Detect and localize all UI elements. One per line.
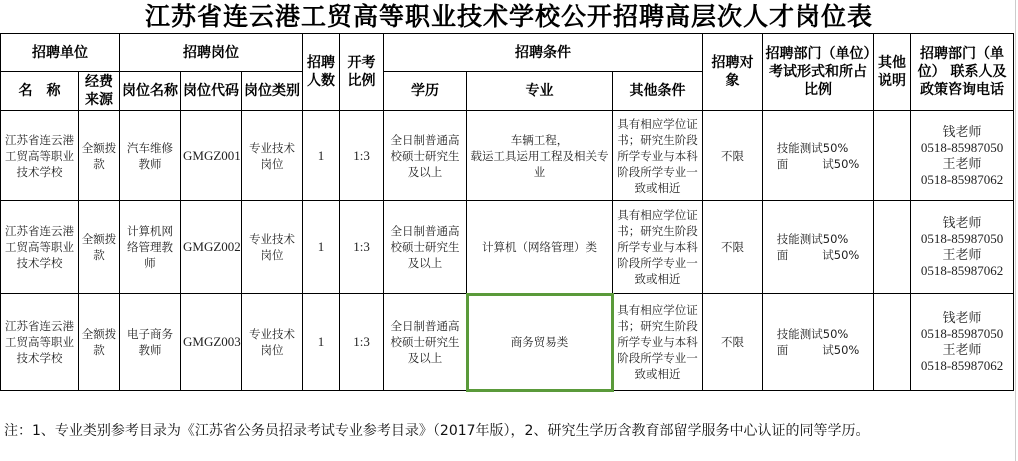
cell-exam[interactable] [763,294,874,391]
exam-skill: 技能测试50% [776,327,849,341]
cell-post-name[interactable]: 计算机网络管理教师 [120,201,181,294]
header-headcount[interactable]: 招聘人数 [303,34,340,111]
cell-unit-name[interactable]: 江苏省连云港工贸高等职业技术学校 [1,201,79,294]
table-row [1,294,1014,391]
header-post-code[interactable]: 岗位代码 [181,72,242,111]
cell-headcount[interactable]: 1 [303,201,340,294]
table-row [1,201,1014,294]
header-other-conditions[interactable]: 其他条件 [613,72,703,111]
cell-post-code[interactable]: GMGZ002 [181,201,242,294]
cell-headcount[interactable]: 1 [303,294,340,391]
contact-phone: 0518-85987050 [920,139,1004,155]
cell-funding[interactable]: 全额拨款 [79,111,120,201]
header-post-name[interactable]: 岗位名称 [120,72,181,111]
exam-interview-a: 面 [776,156,789,171]
cell-contact[interactable] [911,111,1014,201]
header-target[interactable]: 招聘对象 [703,34,763,111]
cell-post-type[interactable]: 专业技术岗位 [242,201,303,294]
cell-post-code[interactable]: GMGZ003 [181,294,242,391]
cell-other-conditions[interactable]: 具有相应学位证书；研究生阶段所学专业与本科阶段所学专业一致或相近 [613,111,703,201]
contact-phone: 0518-85987050 [920,326,1004,341]
cell-unit-name[interactable]: 江苏省连云港工贸高等职业技术学校 [1,294,79,391]
contact-phone: 0518-85987062 [920,171,1004,187]
contact-name: 钱老师 [942,215,982,230]
header-other-notes[interactable]: 其他说明 [874,34,911,111]
major-line: 计算机（网络管理）类 [482,240,598,254]
cell-contact[interactable] [911,201,1014,294]
cell-other-notes[interactable] [874,201,911,294]
header-row-1 [1,34,1014,72]
contact-phone: 0518-85987062 [920,263,1004,278]
cell-headcount[interactable]: 1 [303,111,340,201]
cell-major[interactable] [467,111,613,201]
cell-target[interactable]: 不限 [703,111,763,201]
contact-name: 王老师 [942,342,982,357]
cell-unit-name[interactable]: 江苏省连云港工贸高等职业技术学校 [1,111,79,201]
contact-name: 钱老师 [942,123,982,139]
header-education[interactable]: 学历 [384,72,467,111]
cell-post-name[interactable]: 电子商务教师 [120,294,181,391]
header-contact[interactable]: 招聘部门（单位） 联系人及政策咨询电话 [911,34,1014,111]
cell-major-selected[interactable] [467,294,613,391]
major-line: 商务贸易类 [510,335,569,349]
cell-funding[interactable]: 全额拨款 [79,294,120,391]
cell-target[interactable]: 不限 [703,294,763,391]
cell-other-conditions[interactable]: 具有相应学位证书；研究生阶段所学专业与本科阶段所学专业一致或相近 [613,294,703,391]
cell-post-code[interactable]: GMGZ001 [181,111,242,201]
header-conditions-group[interactable]: 招聘条件 [384,34,703,72]
header-unit-name[interactable]: 名 称 [1,72,79,111]
contact-phone: 0518-85987050 [920,231,1004,246]
cell-ratio[interactable]: 1:3 [340,111,384,201]
cell-post-name[interactable]: 汽车维修教师 [120,111,181,201]
header-post-type[interactable]: 岗位类别 [242,72,303,111]
sheet-edge-divider [1015,0,1016,461]
footnote[interactable]: 注：1、专业类别参考目录为《江苏省公务员招录考试专业参考目录》（2017年版），2、研究生学历含教育部留学服务中心认证的同等学历。 [4,423,870,439]
cell-education[interactable]: 全日制普通高校硕士研究生及以上 [384,294,467,391]
cell-target[interactable]: 不限 [703,201,763,294]
contact-name: 钱老师 [942,310,982,325]
cell-education[interactable]: 全日制普通高校硕士研究生及以上 [384,111,467,201]
cell-education[interactable]: 全日制普通高校硕士研究生及以上 [384,201,467,294]
header-exam[interactable]: 招聘部门（单位）考试形式和所占比例 [763,34,874,111]
cell-post-type[interactable]: 专业技术岗位 [242,294,303,391]
header-ratio[interactable]: 开考比例 [340,34,384,111]
cell-major[interactable] [467,201,613,294]
cell-post-type[interactable]: 专业技术岗位 [242,111,303,201]
header-post-group[interactable]: 招聘岗位 [120,34,303,72]
exam-interview-b: 试50% [822,156,860,171]
cell-exam[interactable] [763,111,874,201]
header-major[interactable]: 专业 [467,72,613,111]
cell-other-conditions[interactable]: 具有相应学位证书；研究生阶段所学专业与本科阶段所学专业一致或相近 [613,201,703,294]
major-line: 载运工具运用工程及相关专业 [470,148,609,179]
major-line: 车辆工程， [510,132,569,147]
cell-exam[interactable] [763,201,874,294]
contact-phone: 0518-85987062 [920,358,1004,373]
exam-skill: 技能测试50% [776,140,849,155]
cell-other-notes[interactable] [874,294,911,391]
cell-contact[interactable] [911,294,1014,391]
exam-interview-b: 试50% [822,248,860,262]
contact-name: 王老师 [942,247,982,262]
cell-funding[interactable]: 全额拨款 [79,201,120,294]
cell-other-notes[interactable] [874,111,911,201]
cell-ratio[interactable]: 1:3 [340,201,384,294]
table-row [1,111,1014,201]
contact-name: 王老师 [942,155,982,171]
exam-interview-b: 试50% [822,343,860,357]
exam-interview-a: 面 [776,248,789,262]
exam-skill: 技能测试50% [776,232,849,246]
header-funding[interactable]: 经费来源 [79,72,120,111]
exam-interview-a: 面 [776,343,789,357]
cell-ratio[interactable]: 1:3 [340,294,384,391]
header-unit-group[interactable]: 招聘单位 [1,34,120,72]
page-title: 江苏省连云港工贸高等职业技术学校公开招聘高层次人才岗位表 [144,2,873,31]
positions-table [0,33,1014,391]
